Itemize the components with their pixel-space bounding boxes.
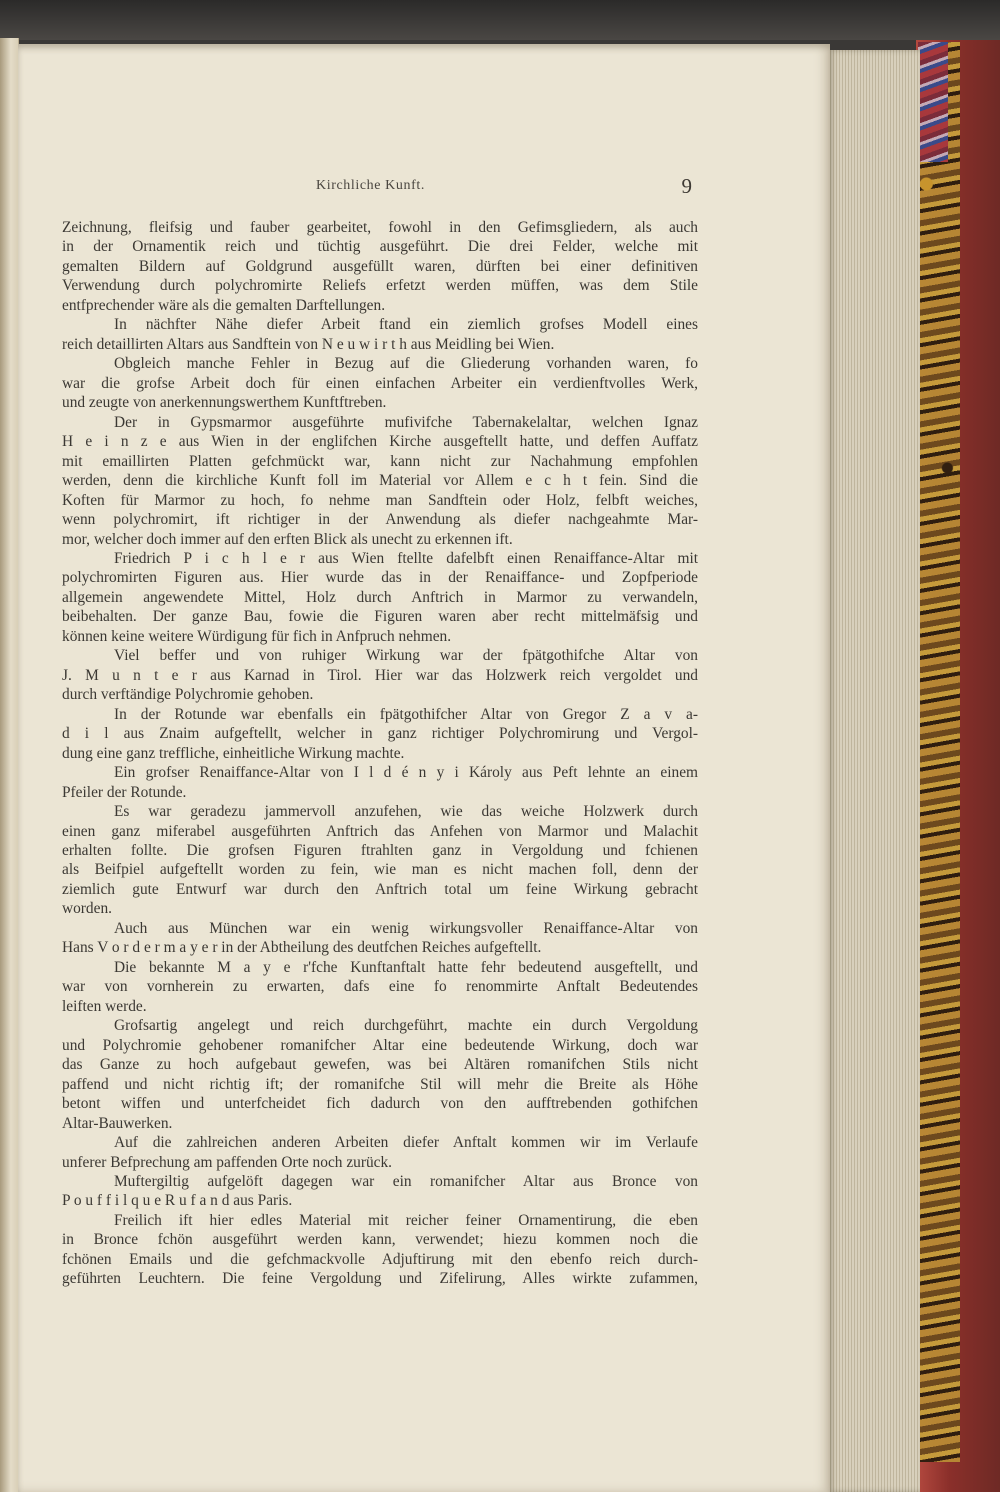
text-line: ziemlich gute Entwurf war durch den Anftrich total um feine Wirkung gebracht [62, 880, 698, 898]
text-line: Die bekannte M a y e r'fche Kunftanftalt hatte fehr bedeutend ausgeftellt, und [114, 958, 698, 976]
text-line: Hans V o r d e r m a y e r in der Abtheilung des deutfchen Reiches aufgeftellt. [62, 939, 542, 957]
text-line: Muftergiltig aufgelöft dagegen war ein romanifcher Altar aus Bronce von [114, 1172, 698, 1190]
text-line: wenn polychromirt, ift richtiger in der Anwendung als diefer nachgeahmte Mar- [62, 511, 698, 529]
text-line: Auf die zahlreichen anderen Arbeiten diefer Anftalt kommen wir im Verlaufe [114, 1134, 698, 1152]
left-page-edge [0, 38, 19, 1492]
text-line: in Bronce fchön ausgeführt werden kann, verwendet; hiezu kommen noch die [62, 1231, 698, 1249]
text-line: war die grofse Arbeit doch für einen einfachen Arbeiter ein verdienftvolles Werk, [62, 374, 698, 392]
background-top [0, 0, 1000, 40]
text-line: Der in Gypsmarmor ausgeführte mufivifche Tabernakelaltar, welchen Ignaz [114, 413, 698, 431]
body-text [62, 218, 698, 1289]
text-line: und Polychromie gehobener romanifcher Altar eine bedeutende Wirkung, doch war [62, 1036, 698, 1054]
marbled-endpaper-top [918, 42, 948, 162]
text-line: entfprechender wäre als die gemalten Darftellungen. [62, 296, 386, 314]
text-line: mor, welcher doch immer auf den erften Blick als unecht zu erkennen ift. [62, 530, 513, 548]
text-line: Verwendung durch polychromirte Reliefs erfetzt werden müffen, was dem Stile [62, 277, 698, 295]
text-line: reich detaillirten Altars aus Sandftein von N e u w i r t h aus Meidling bei Wien. [62, 335, 555, 353]
text-line: Pfeiler der Rotunde. [62, 783, 187, 801]
text-line: Viel beffer und von ruhiger Wirkung war der fpätgothifche Altar von [114, 647, 698, 665]
page-stack-edge [828, 50, 920, 1492]
text-line: in der Ornamentik reich und tüchtig ausgeführt. Die drei Felder, welche mit [62, 238, 698, 256]
text-line: einen ganz miferabel ausgeführten Anftrich das Anfehen von Marmor und Malachit [62, 822, 698, 840]
text-line: als Beifpiel aufgeftellt worden zu fein, wie man es nicht machen foll, denn der [62, 861, 698, 879]
page-number: 9 [681, 174, 692, 198]
text-line: betont wiffen und unterfcheidet fich dadurch von den aufftrebenden gothifchen [62, 1095, 698, 1113]
text-line: gemalten Bildern auf Goldgrund ausgefüllt waren, dürften bei einer definitiven [62, 257, 698, 275]
text-line: Es war geradezu jammervoll anzufehen, wie das weiche Holzwerk durch [114, 803, 698, 821]
text-line: d i l aus Znaim aufgeftellt, welcher in ganz richtiger Polychromirung und Vergol- [62, 725, 698, 743]
text-line: fchönen Emails und die gefchmackvolle Adjuftirung mit den ebenfo reich durch- [62, 1250, 698, 1268]
text-line: Auch aus München war ein wenig wirkungsvoller Renaiffance-Altar von [114, 919, 698, 937]
text-line: das Ganze zu hoch aufgebaut gewefen, was bei Altären romanifchen Stils nicht [62, 1056, 698, 1074]
text-line: mit emaillirten Platten gefchmückt war, kann nicht zur Nachahmung empfohlen [62, 452, 698, 470]
text-line: war von vornherein zu erwarten, dafs eine fo renommirte Anftalt Bedeutendes [62, 978, 698, 996]
text-line: können keine weitere Würdigung für fich in Anfpruch nehmen. [62, 627, 452, 645]
text-line: worden. [62, 900, 113, 918]
marbled-endpaper [918, 42, 960, 1462]
text-line: und zeugte von anerkennungswerthem Kunftftreben. [62, 394, 387, 412]
text-line: Koften für Marmor zu hoch, fo nehme man Sandftein oder Holz, felbft weiches, [62, 491, 698, 509]
text-line: durch verftändige Polychromie gehoben. [62, 686, 314, 704]
running-head [60, 176, 700, 200]
text-line: dung eine ganz treffliche, einheitliche Wirkung machte. [62, 744, 405, 762]
text-line: beibehalten. Der ganze Bau, fowie die Figuren waren aber recht mittelmäfsig und [62, 608, 698, 626]
text-line: In der Rotunde war ebenfalls ein fpätgothifcher Altar von Gregor Z a v a- [114, 705, 698, 723]
text-line: werden, denn die kirchliche Kunft foll im Material vor Allem e c h t fein. Sind die [62, 472, 698, 490]
text-line: Friedrich P i c h l e r aus Wien ftellte dafelbft einen Renaiffance-Altar mit [114, 549, 698, 567]
text-line: Grofsartig angelegt und reich durchgeführt, machte ein durch Vergoldung [114, 1017, 698, 1035]
text-line: P o u f f i l q u e R u f a n d aus Paris. [62, 1192, 293, 1210]
text-line: Obgleich manche Fehler in Bezug auf die Gliederung vorhanden waren, fo [114, 355, 698, 373]
text-line: paffend und nicht richtig ift; der romanifche Stil will mehr die Breite als Höhe [62, 1075, 698, 1093]
text-line: Freilich ift hier edles Material mit reicher feiner Ornamentirung, die eben [114, 1211, 698, 1229]
text-line: In nächfter Nähe diefer Arbeit ftand ein ziemlich grofses Modell eines [114, 316, 698, 334]
text-line: leiften werde. [62, 997, 147, 1015]
text-line: geführten Leuchtern. Die feine Vergoldung und Zifelirung, Alles wirkte zufammen, [62, 1270, 698, 1288]
text-line: allgemein angewendete Mittel, Holz durch Anftrich in Marmor zu verwandeln, [62, 588, 698, 606]
text-line: erhalten follte. Die grofsen Figuren ftrahlten ganz in Vergoldung und fchienen [62, 842, 698, 859]
text-line: Zeichnung, fleifsig und fauber gearbeitet, fowohl in den Gefimsgliedern, als auch [62, 219, 698, 236]
text-line: polychromirten Figuren aus. Hier wurde das in der Renaiffance- und Zopfperiode [62, 569, 698, 587]
text-line: Altar-Bauwerken. [62, 1114, 173, 1132]
running-title: Kirchliche Kunft. [316, 178, 425, 193]
text-line: Ein grofser Renaiffance-Altar von I l d é n y i Károly aus Peft lehnte an einem [114, 764, 698, 782]
text-line: H e i n z e aus Wien in der englifchen Kirche ausgeftellt hatte, und deffen Auffatz [62, 433, 698, 451]
text-line: unferer Befprechung am paffenden Orte noch zurück. [62, 1153, 393, 1171]
text-line: J. M u n t e r aus Karnad in Tirol. Hier war das Holzwerk reich vergoldet und [62, 666, 698, 684]
